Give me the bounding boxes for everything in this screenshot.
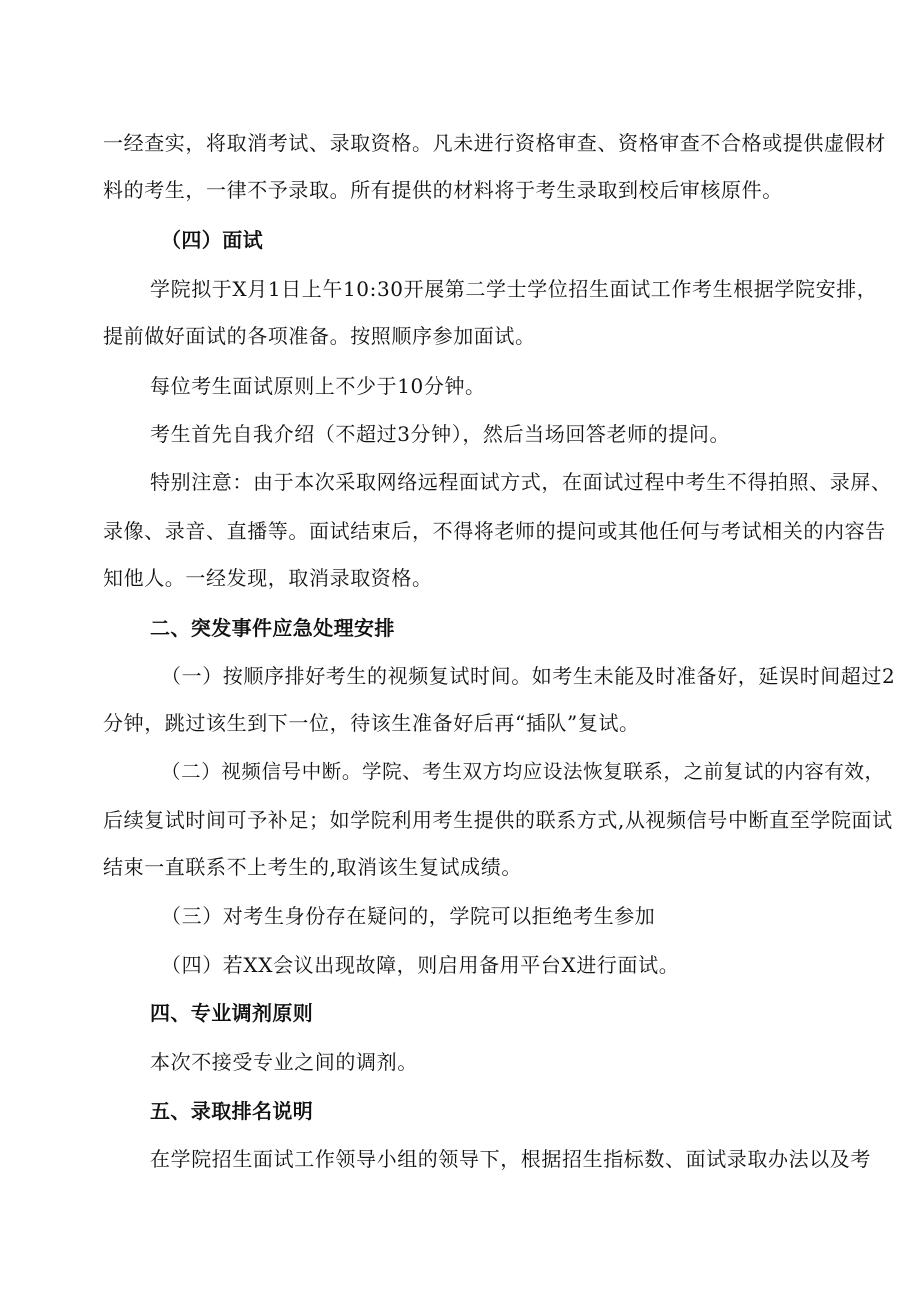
paragraph-line: 提前做好面试的各项准备。按照顺序参加面试。 [103,324,536,348]
paragraph-line: （一）按顺序排好考生的视频复试时间。如考生未能及时准备好，延误时间超过2 [161,664,896,688]
section-heading-adjustment: 四、专业调剂原则 [150,1001,314,1025]
paragraph-line: 特别注意：由于本次采取网络远程面试方式，在面试过程中考生不得拍照、录屏、 [150,470,892,494]
paragraph-line: 后续复试时间可予补足；如学院利用考生提供的联系方式,从视频信号中断直至学院面试 [103,808,893,832]
paragraph-line: 料的考生，一律不予录取。所有提供的材料将于考生录取到校后审核原件。 [103,178,783,202]
paragraph-line: 考生首先自我介绍（不超过3分钟），然后当场回答老师的提问。 [150,422,731,446]
paragraph-line: 知他人。一经发现，取消录取资格。 [103,566,433,590]
paragraph-line: 在学院招生面试工作领导小组的领导下，根据招生指标数、面试录取办法以及考 [150,1147,871,1171]
section-heading-ranking: 五、录取排名说明 [150,1099,314,1123]
paragraph-line: （四）若XX会议出现故障，则启用备用平台X进行面试。 [161,953,680,977]
paragraph-line: （三）对考生身份存在疑问的，学院可以拒绝考生参加 [161,904,656,928]
paragraph-line: 每位考生面试原则上不少于10分钟。 [150,374,486,398]
section-heading-interview: （四）面试 [161,228,263,252]
paragraph-line: 结束一直联系不上考生的,取消该生复试成绩。 [103,855,522,879]
paragraph-line: 学院拟于X月1日上午10:30开展第二学士学位招生面试工作考生根据学院安排， [150,277,878,301]
paragraph-line: 本次不接受专业之间的调剂。 [150,1050,418,1074]
paragraph-line: 一经查实，将取消考试、录取资格。凡未进行资格审查、资格审查不合格或提供虚假材 [103,131,886,155]
paragraph-line: 分钟，跳过该生到下一位，待该生准备好后再“插队”复试。 [103,711,640,735]
paragraph-line: 录像、录音、直播等。面试结束后，不得将老师的提问或其他任何与考试相关的内容告 [103,519,886,543]
section-heading-emergency: 二、突发事件应急处理安排 [150,616,395,640]
paragraph-line: （二）视频信号中断。学院、考生双方均应设法恢复联系，之前复试的内容有效， [161,760,885,783]
